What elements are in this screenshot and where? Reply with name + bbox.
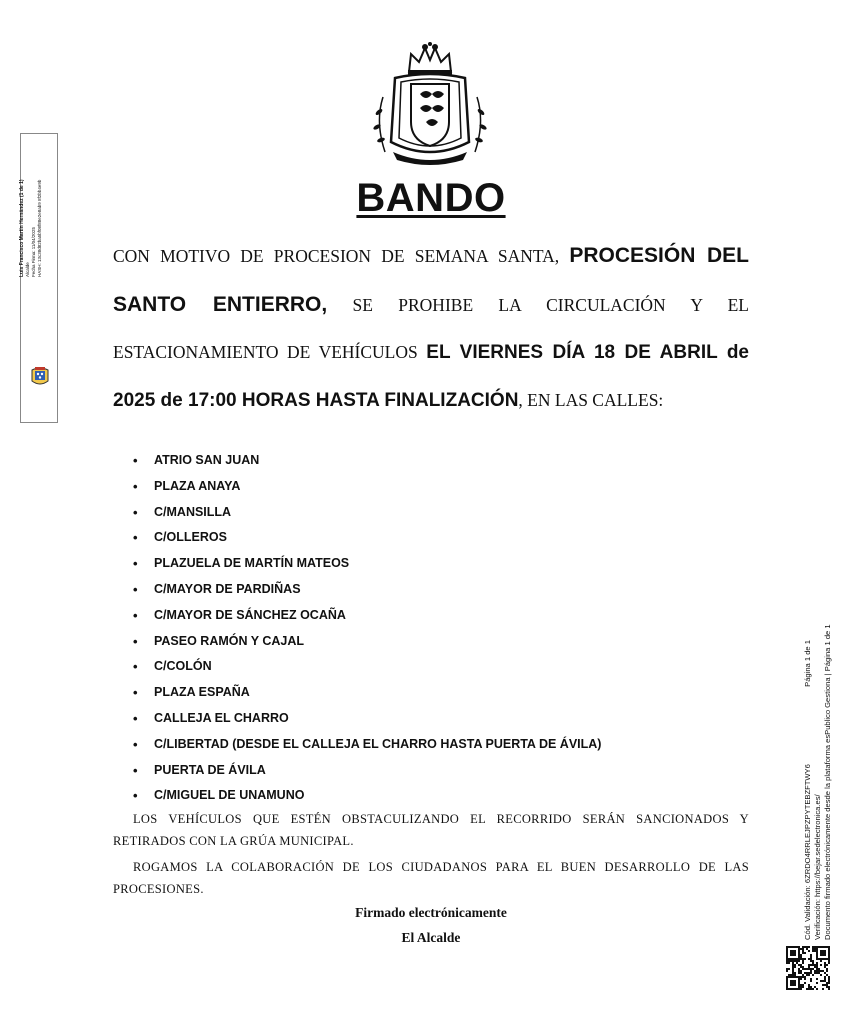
validation-verify-url: Verificación: https://bejar.sedelectronica.es/ bbox=[813, 794, 822, 940]
street-item: • PUERTA DE ÁVILA bbox=[130, 758, 601, 784]
notice-vehicles-text: LOS VEHÍCULOS QUE ESTÉN OBSTACULIZANDO EL RECORRIDO SERÁN SANCIONADOS Y RETIRADOS CON LA GRÚA MUNICIPAL. bbox=[113, 812, 749, 848]
streets-list bbox=[130, 448, 601, 809]
street-item: • C/MAYOR DE SÁNCHEZ OCAÑA bbox=[130, 603, 601, 629]
intro-text-3: , EN LAS CALLES: bbox=[518, 389, 664, 410]
street-item: • PASEO RAMÓN Y CAJAL bbox=[130, 629, 601, 655]
signed-electronically: Firmado electrónicamente bbox=[355, 905, 507, 920]
street-item: • ATRIO SAN JUAN bbox=[130, 448, 601, 474]
street-item: • C/MAYOR DE PARDIÑAS bbox=[130, 577, 601, 603]
street-item: • C/LIBERTAD (DESDE EL CALLEJA EL CHARRO HASTA PUERTA DE ÁVILA) bbox=[130, 732, 601, 758]
intro-text-1: CON MOTIVO DE PROCESION DE SEMANA SANTA, bbox=[113, 246, 570, 266]
procession-name: PROCESIÓN DEL SANTO ENTIERRO, bbox=[113, 244, 750, 316]
validation-page: Página 1 de 1 bbox=[803, 640, 812, 687]
municipal-mini-logo bbox=[29, 365, 51, 387]
street-item: • CALLEJA EL CHARRO bbox=[130, 706, 601, 732]
stamp-date: Fecha Firma: 11/04/2025 bbox=[31, 227, 36, 277]
signer-title: El Alcalde bbox=[401, 930, 461, 945]
street-item: • C/MIGUEL DE UNAMUNO bbox=[130, 783, 601, 809]
street-item: • C/MANSILLA bbox=[130, 500, 601, 526]
stamp-hash: HASH: 13c38d82ba5bf08f88e2e8ab9 8f2bb4e9b bbox=[37, 179, 42, 277]
street-item: • PLAZA ESPAÑA bbox=[130, 680, 601, 706]
street-item: • PLAZA ANAYA bbox=[130, 474, 601, 500]
notice-vehicles bbox=[113, 808, 749, 852]
notice-collaboration-text: ROGAMOS LA COLABORACIÓN DE LOS CIUDADANOS PARA EL BUEN DESARROLLO DE LAS PROCESIONES. bbox=[113, 860, 749, 896]
street-item: • C/COLÓN bbox=[130, 654, 601, 680]
document-title: BANDO bbox=[356, 176, 506, 220]
validation-code: Cód. Validación: 6ZRDO4RRLEJPZPYTEBZFTWY6 bbox=[803, 764, 812, 940]
stamp-role: Alcalde bbox=[25, 262, 30, 277]
validation-doc-note: Documento firmado electrónicamente desde la plataforma esPublico Gestiona | Página 1 de 1 bbox=[823, 624, 832, 940]
municipal-coat-of-arms bbox=[365, 42, 495, 167]
validation-qr-code[interactable] bbox=[786, 946, 830, 990]
notice-collaboration bbox=[113, 856, 749, 900]
stamp-signer-name: Luis Francisco Martín Hernández (1 de 1) bbox=[19, 179, 25, 277]
intro-text-2: SE PROHIBE LA CIRCULACIÓN Y EL ESTACIONAMIENTO DE VEHÍCULOS bbox=[113, 294, 750, 362]
intro-paragraph bbox=[113, 232, 749, 424]
street-item: • C/OLLEROS bbox=[130, 525, 601, 551]
street-item: • PLAZUELA DE MARTÍN MATEOS bbox=[130, 551, 601, 577]
date-time-range: EL VIERNES DÍA 18 DE ABRIL de 2025 de 17:00 HORAS HASTA FINALIZACIÓN bbox=[113, 342, 749, 411]
